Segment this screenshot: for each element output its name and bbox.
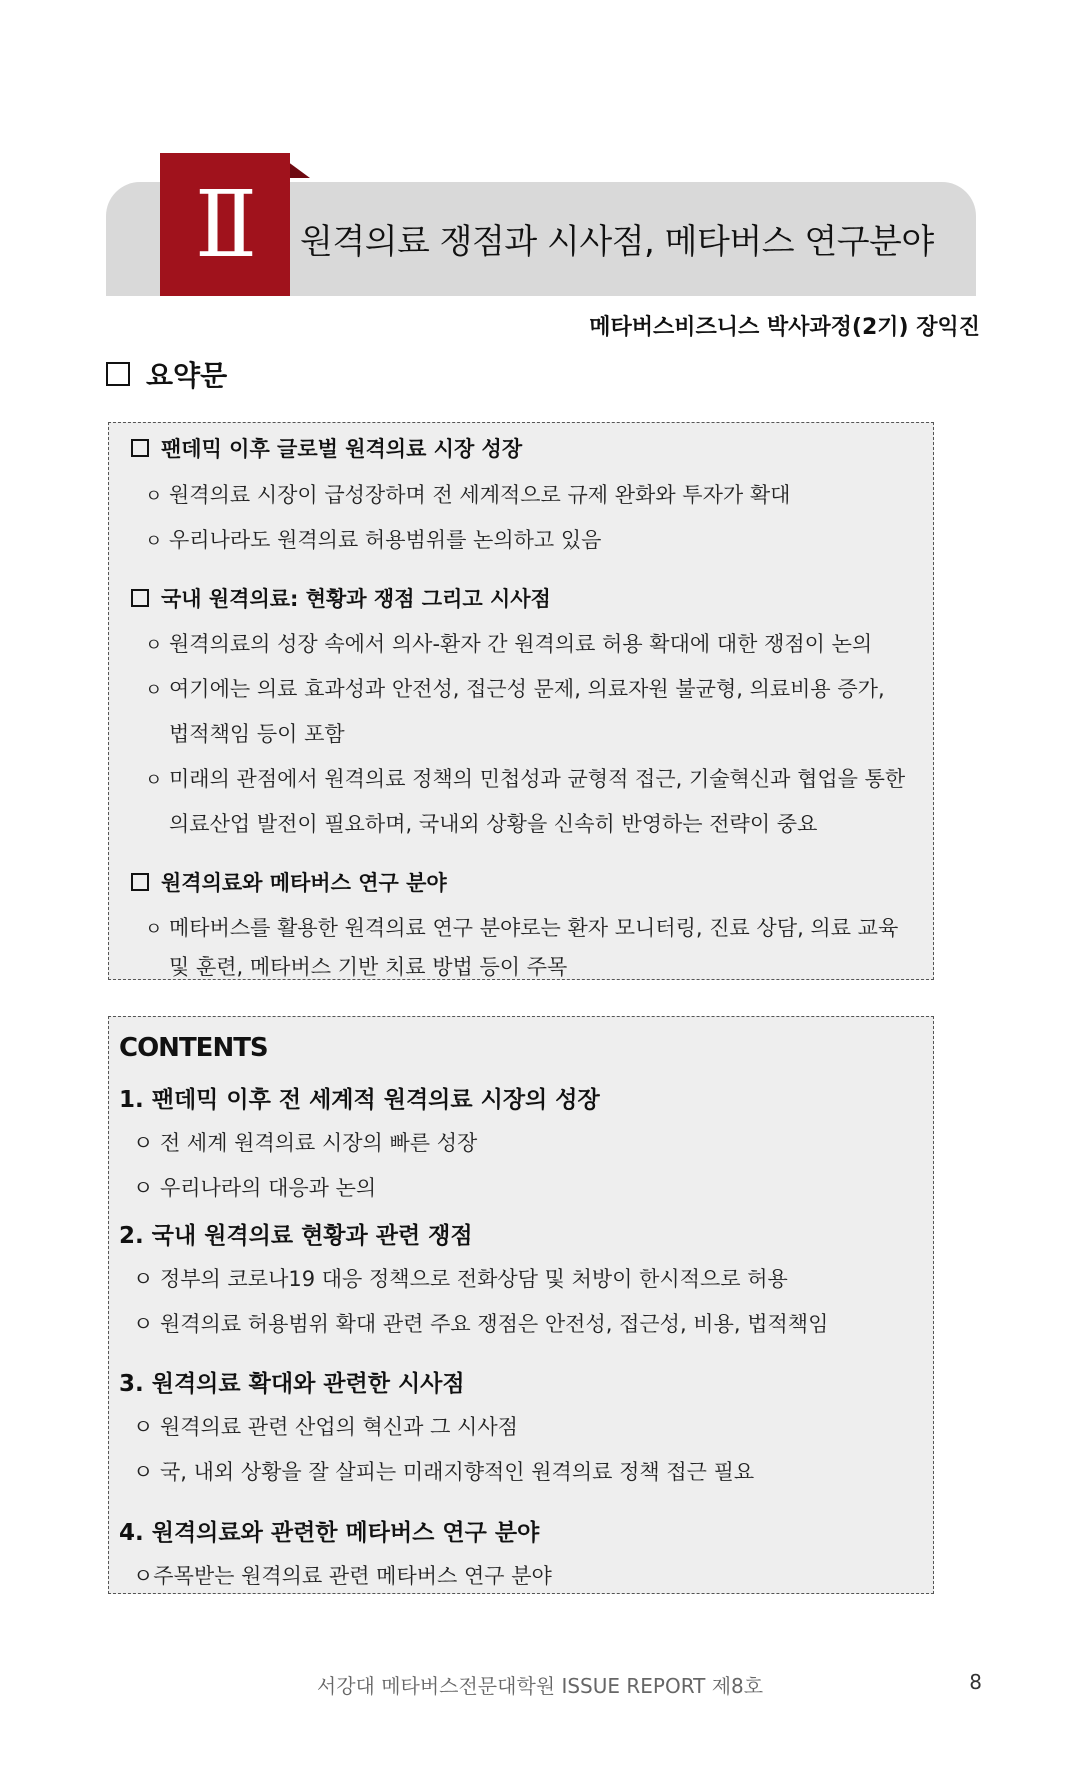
- contents-item: ㅇ 원격의료 관련 산업의 혁신과 그 시사점: [133, 1415, 518, 1439]
- bullet-circle-icon: ㅇ: [145, 919, 163, 940]
- summary-bullet: [145, 479, 790, 509]
- contents-title: CONTENTS: [119, 1033, 268, 1063]
- bullet-circle-icon: ㅇ: [145, 680, 163, 701]
- summary-section-heading-label: 국내 원격의료: 현황과 쟁점 그리고 시사점: [161, 587, 551, 611]
- contents-panel: [108, 1016, 934, 1594]
- checkbox-square-icon: [131, 439, 149, 457]
- contents-item: ㅇ 국, 내외 상황을 잘 살피는 미래지향적인 원격의료 정책 접근 필요: [133, 1460, 755, 1484]
- bullet-circle-icon: ㅇ: [145, 635, 163, 656]
- bullet-circle-icon: ㅇ: [145, 531, 163, 552]
- summary-section-heading: [131, 433, 522, 463]
- summary-section-heading: [131, 583, 551, 613]
- contents-item: ㅇ 정부의 코로나19 대응 정책으로 전화상담 및 처방이 한시적으로 허용: [133, 1267, 788, 1291]
- summary-heading-label: 요약문: [146, 359, 228, 392]
- page-number: 8: [969, 1670, 982, 1694]
- contents-item: ㅇ 전 세계 원격의료 시장의 빠른 성장: [133, 1131, 478, 1155]
- checkbox-square-icon: [106, 362, 130, 386]
- summary-bullet-text: 우리나라도 원격의료 허용범위를 논의하고 있음: [169, 528, 602, 552]
- summary-bullet-text: 미래의 관점에서 원격의료 정책의 민첩성과 균형적 접근, 기술혁신과 협업을 통한: [169, 767, 906, 791]
- summary-bullet-text: 원격의료의 성장 속에서 의사-환자 간 원격의료 허용 확대에 대한 쟁점이 논의: [169, 632, 873, 656]
- summary-bullet-continuation: 의료산업 발전이 필요하며, 국내외 상황을 신속히 반영하는 전략이 중요: [169, 812, 818, 836]
- summary-bullet-continuation: 및 훈련, 메타버스 기반 치료 방법 등이 주목: [169, 955, 568, 979]
- summary-section-heading-label: 원격의료와 메타버스 연구 분야: [161, 871, 447, 895]
- chapter-number-block: [160, 153, 290, 296]
- contents-item: ㅇ 우리나라의 대응과 논의: [133, 1176, 377, 1200]
- summary-bullet: [145, 673, 885, 703]
- contents-section-heading: 1. 팬데믹 이후 전 세계적 원격의료 시장의 성장: [119, 1087, 600, 1113]
- contents-item: ㅇ 원격의료 허용범위 확대 관련 주요 쟁점은 안전성, 접근성, 비용, 법적책임: [133, 1312, 829, 1336]
- contents-section-heading: 2. 국내 원격의료 현황과 관련 쟁점: [119, 1223, 473, 1249]
- checkbox-square-icon: [131, 589, 149, 607]
- checkbox-square-icon: [131, 873, 149, 891]
- summary-panel: [108, 422, 934, 980]
- footer-publication: 서강대 메타버스전문대학원 ISSUE REPORT 제8호: [316, 1674, 764, 1698]
- summary-bullet-text: 여기에는 의료 효과성과 안전성, 접근성 문제, 의료자원 불균형, 의료비용 증가,: [169, 677, 885, 701]
- summary-bullet-continuation: 법적책임 등이 포함: [169, 722, 345, 746]
- contents-section-heading: 3. 원격의료 확대와 관련한 시사점: [119, 1371, 465, 1397]
- chapter-title: 원격의료 쟁점과 시사점, 메타버스 연구분야: [300, 222, 934, 262]
- summary-bullet-text: 원격의료 시장이 급성장하며 전 세계적으로 규제 완화와 투자가 확대: [169, 483, 791, 507]
- contents-item: ㅇ주목받는 원격의료 관련 메타버스 연구 분야: [133, 1564, 552, 1588]
- summary-bullet: [145, 912, 898, 942]
- summary-heading: [106, 354, 227, 394]
- summary-bullet-text: 메타버스를 활용한 원격의료 연구 분야로는 환자 모니터링, 진료 상담, 의료 교육: [169, 916, 899, 940]
- bullet-circle-icon: ㅇ: [145, 770, 163, 791]
- summary-bullet: [145, 763, 905, 793]
- chapter-numeral: Ⅱ: [194, 170, 256, 278]
- summary-section-heading: [131, 867, 447, 897]
- bullet-circle-icon: ㅇ: [145, 486, 163, 507]
- summary-bullet: [145, 628, 872, 658]
- author-line: 메타버스비즈니스 박사과정(2기) 장익진: [589, 315, 980, 340]
- contents-section-heading: 4. 원격의료와 관련한 메타버스 연구 분야: [119, 1520, 540, 1546]
- summary-section-heading-label: 팬데믹 이후 글로벌 원격의료 시장 성장: [161, 437, 523, 461]
- summary-bullet: [145, 524, 601, 554]
